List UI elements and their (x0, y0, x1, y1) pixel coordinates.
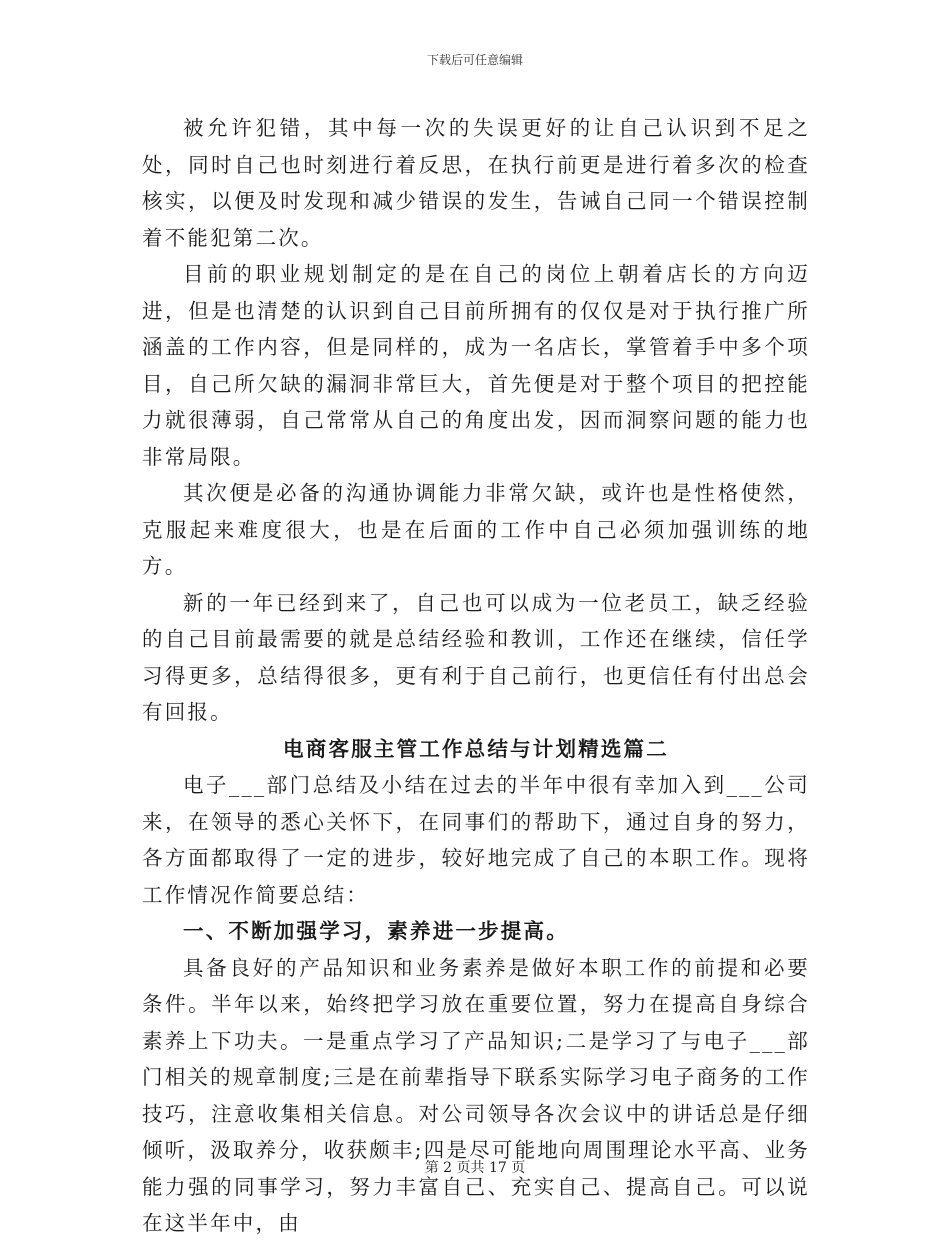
paragraph-3: 其次便是必备的沟通协调能力非常欠缺，或许也是性格使然，克服起来难度很大，也是在后面的工作中自己必须加强训练的地方。 (142, 481, 810, 578)
paragraph-5: 电子___部门总结及小结在过去的半年中很有幸加入到___公司来，在领导的悉心关怀下，在同事们的帮助下，通过自身的努力，各方面都取得了一定的进步，较好地完成了自己的本职工作。现将工作情况作简要总结： (142, 773, 810, 907)
document-body (142, 110, 810, 1242)
paragraph-6: 具备良好的产品知识和业务素养是做好本职工作的前提和必要条件。半年以来，始终把学习放在重要位置，努力在提高自身综合素养上下功夫。一是重点学习了产品知识;二是学习了与电子___部门相关的规章制度;三是在前辈指导下联系实际学习电子商务的工作技巧，注意收集相关信息。对公司领导各次会议中的讲话总是仔细倾听，汲取养分，收获颇丰;四是尽可能地向周围理论水平高、业务能力强的同事学习，努力丰富自己、充实自己、提高自己。可以说在这半年中，由 (142, 955, 810, 1235)
section-heading-1: 一、不断加强学习，素养进一步提高。 (183, 919, 569, 943)
paragraph-1: 被允许犯错，其中每一次的失误更好的让自己认识到不足之处，同时自己也时刻进行着反思，在执行前更是进行着多次的检查核实，以便及时发现和减少错误的发生，告诫自己同一个错误控制着不能犯第二次。 (142, 116, 810, 250)
page-header: 下载后可任意编辑 (426, 53, 523, 67)
paragraph-2: 目前的职业规划制定的是在自己的岗位上朝着店长的方向迈进，但是也清楚的认识到自己目前所拥有的仅仅是对于执行推广所涵盖的工作内容，但是同样的，成为一名店长，掌管着手中多个项目，自己所欠缺的漏洞非常巨大，首先便是对于整个项目的把控能力就很薄弱，自己常常从自己的角度出发，因而洞察问题的能力也非常局限。 (142, 262, 810, 469)
paragraph-4: 新的一年已经到来了，自己也可以成为一位老员工，缺乏经验的自己目前最需要的就是总结经验和教训，工作还在继续，信任学习得更多，总结得很多，更有利于自己前行，也更信任有付出总会有回报。 (142, 590, 810, 724)
section-title: 电商客服主管工作总结与计划精选篇二 (283, 736, 669, 761)
page-footer: 第 2 页共 17 页 (424, 1160, 526, 1176)
